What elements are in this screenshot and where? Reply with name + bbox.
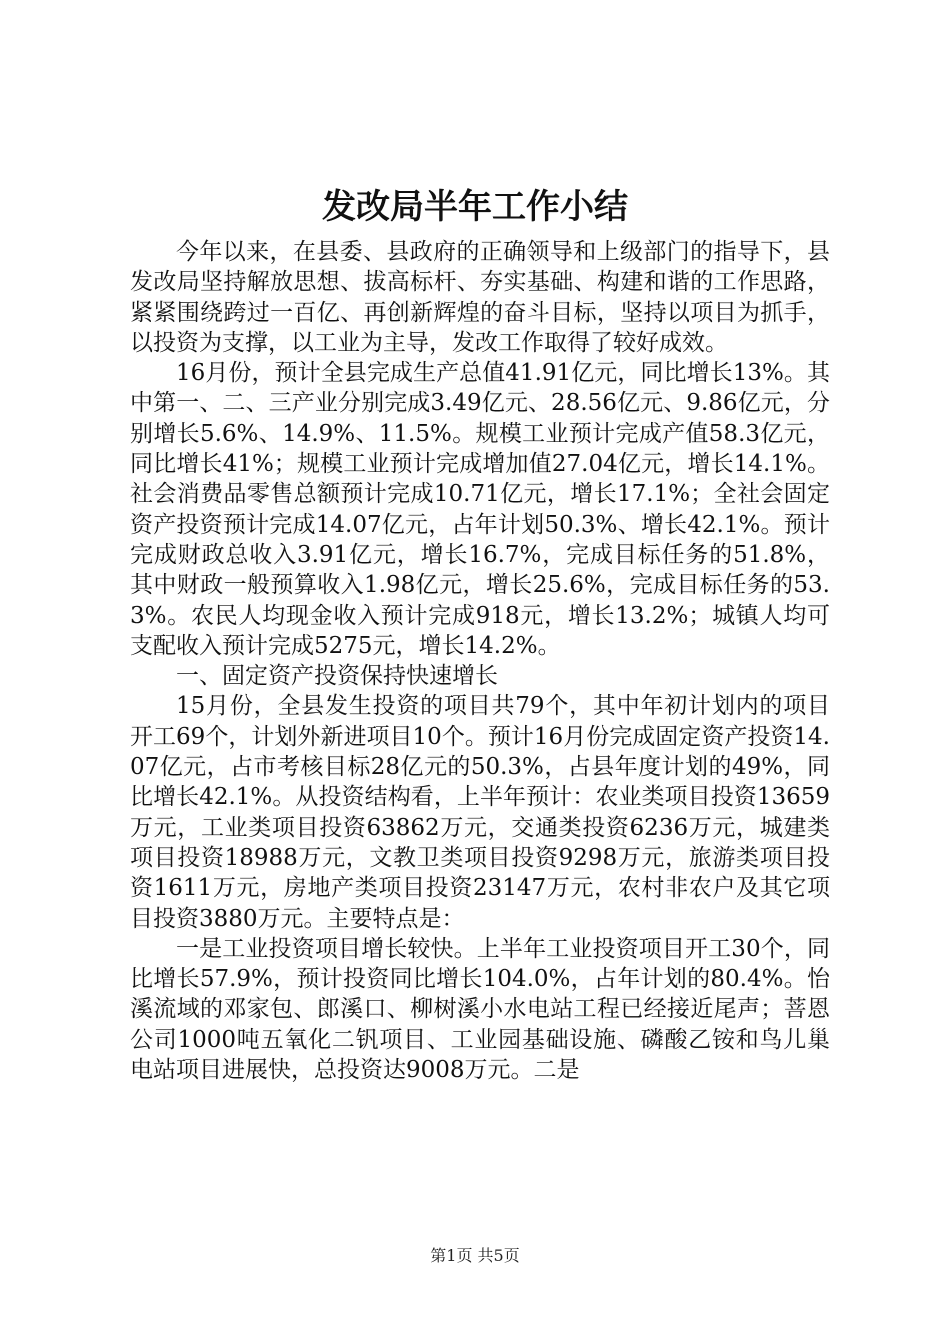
paragraph-industrial: 一是工业投资项目增长较快。上半年工业投资项目开工30个，同比增长57.9%，预计投资同比增长104.0%，占年计划的80.4%。怡溪流域的邓家包、郎溪口、柳树溪小水电站工程已经接近尾声；菩恩公司1000吨五氧化二钒项目、工业园基础设施、磷酸乙铵和鸟儿巢电站项目进展快，总投资达9008万元。二是 <box>130 935 830 1084</box>
section-heading-investment: 一、固定资产投资保持快速增长 <box>176 663 498 690</box>
paragraph-economic-summary: 16月份，预计全县完成生产总值41.91亿元，同比增长13%。其中第一、二、三产业分别完成3.49亿元、28.56亿元、9.86亿元，分别增长5.6%、14.9%、11.5%。规模工业预计完成产值58.3亿元，同比增长41%；规模工业预计完成增加值27.04亿元，增长14.1%。社会消费品零售总额预计完成10.71亿元，增长17.1%；全社会固定资产投资预计完成14.07亿元，占年计划50.3%、增长42.1%。预计完成财政总收入3.91亿元，增长16.7%，完成目标任务的51.8%，其中财政一般预算收入1.98亿元，增长25.6%，完成目标任务的53.3%。农民人均现金收入预计完成918元，增长13.2%；城镇人均可支配收入预计完成5275元，增长14.2%。 <box>130 360 830 659</box>
document-body <box>130 237 830 1085</box>
paragraph-intro: 今年以来，在县委、县政府的正确领导和上级部门的指导下，县发改局坚持解放思想、拔高标杆、夯实基础、构建和谐的工作思路，紧紧围绕跨过一百亿、再创新辉煌的奋斗目标，坚持以项目为抓手，以投资为支撑，以工业为主导，发改工作取得了较好成效。 <box>130 239 830 356</box>
paragraph-investment: 15月份，全县发生投资的项目共79个，其中年初计划内的项目开工69个，计划外新进项目10个。预计16月份完成固定资产投资14.07亿元，占市考核目标28亿元的50.3%，占县年度计划的49%，同比增长42.1%。从投资结构看，上半年预计：农业类项目投资13659万元，工业类项目投资63862万元，交通类投资6236万元，城建类项目投资18988万元，文教卫类项目投资9298万元，旅游类项目投资1611万元，房地产类项目投资23147万元，农村非农户及其它项目投资3880万元。主要特点是： <box>130 693 830 932</box>
page-footer: 第1页 共5页 <box>430 1246 520 1265</box>
document-title: 发改局半年工作小结 <box>322 187 628 227</box>
